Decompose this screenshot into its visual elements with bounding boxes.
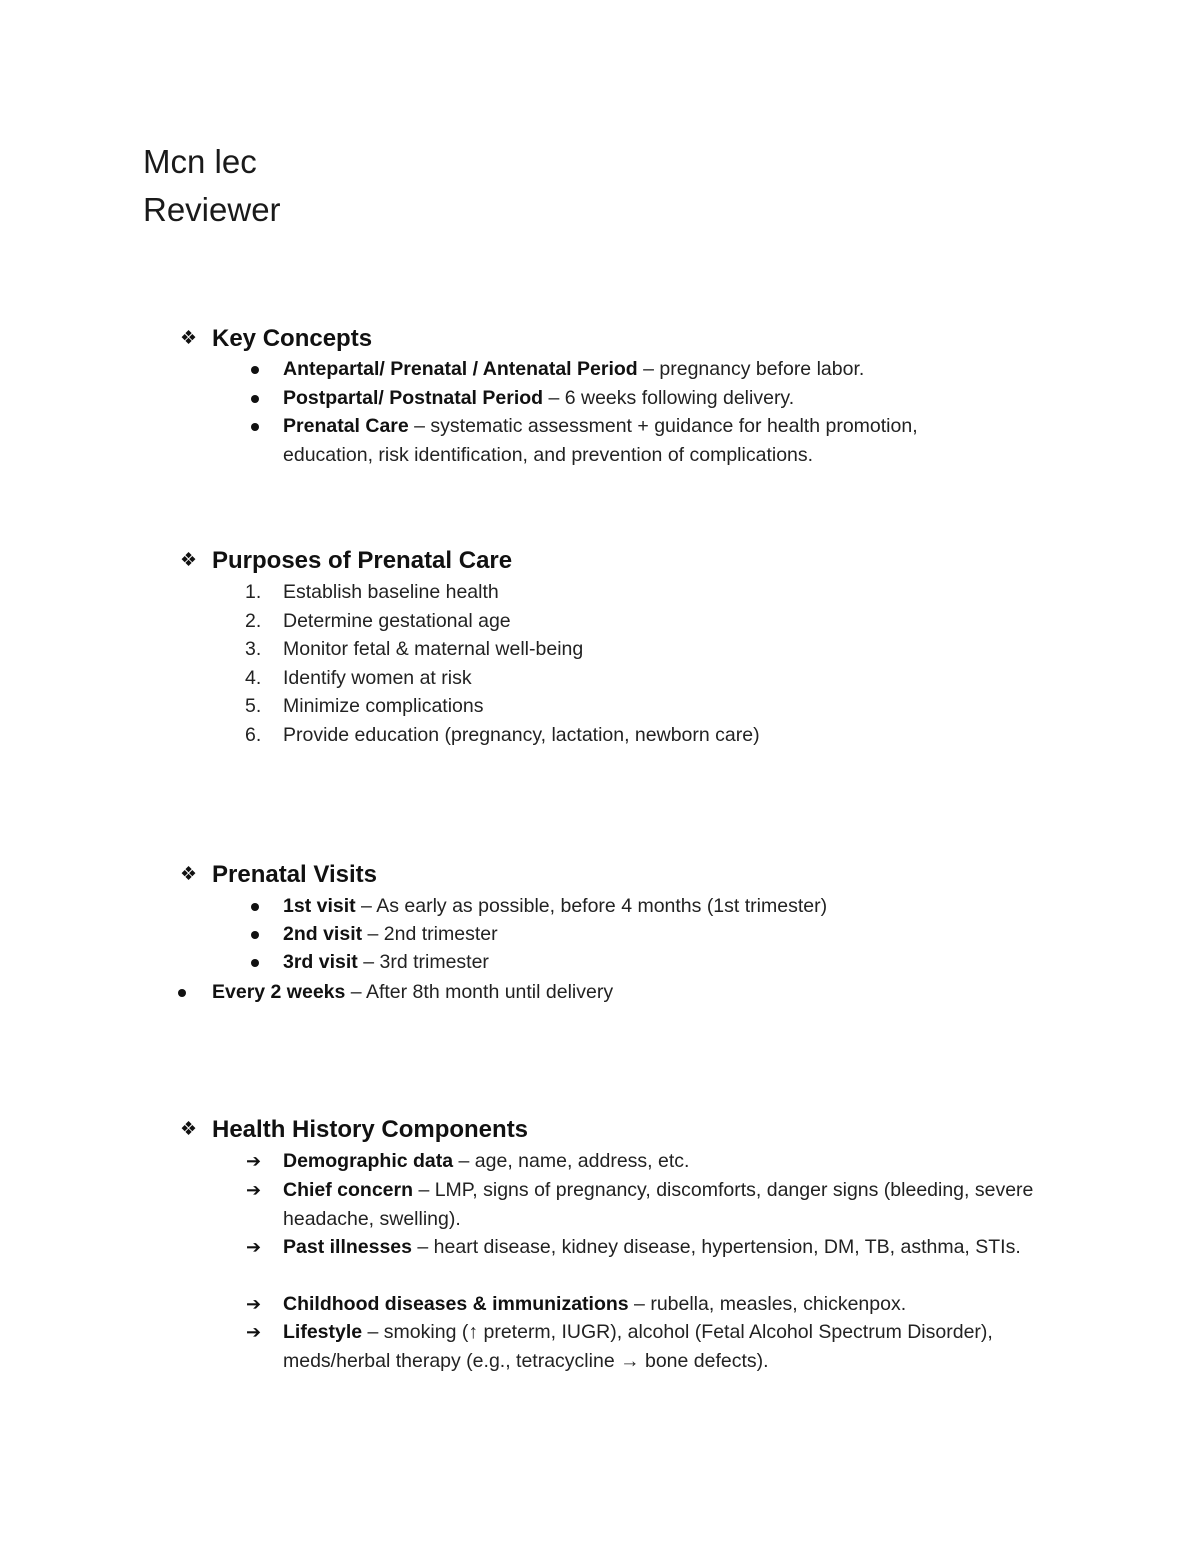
item-number: 5.: [245, 695, 262, 717]
item-desc: – LMP, signs of pregnancy, discomforts, danger signs (bleeding, severe headache, swelling).: [283, 1179, 1034, 1230]
item-desc: – 3rd trimester: [357, 951, 489, 973]
item-term: 3rd visit: [283, 951, 358, 973]
list-item: [245, 692, 1073, 721]
list-item: [283, 948, 1073, 977]
bullet-icon: [251, 366, 259, 374]
item-term: Prenatal Care: [283, 415, 409, 437]
item-desc: – 6 weeks following delivery.: [543, 387, 795, 409]
list-item: [212, 978, 1002, 1007]
heading-health-history: [180, 1115, 528, 1145]
list-item: [246, 1176, 1063, 1234]
item-term: Lifestyle: [283, 1321, 363, 1343]
item-text: Determine gestational age: [283, 610, 511, 632]
diamond-bullet-icon: ❖: [180, 1119, 198, 1140]
heading-purposes: [180, 546, 512, 576]
list-item: [245, 721, 1073, 750]
diamond-bullet-icon: ❖: [180, 550, 198, 571]
document-title-line-1: Mcn lec: [143, 143, 257, 180]
list-item: [283, 412, 1003, 470]
list-item: [245, 664, 1073, 693]
bullet-icon: [251, 931, 259, 939]
arrow-right-icon: ➔: [246, 1322, 262, 1342]
item-term: Every 2 weeks: [212, 981, 346, 1003]
item-desc: – After 8th month until delivery: [345, 981, 614, 1003]
list-item: [245, 635, 1073, 664]
item-desc: – systematic assessment + guidance for health promotion, education, risk identification, and prevention of complications.: [283, 415, 918, 466]
bullet-icon: [251, 903, 259, 911]
heading-text: Health History Components: [212, 1116, 529, 1143]
list-item: [245, 578, 1073, 607]
bullet-icon: [178, 989, 186, 997]
item-number: 2.: [245, 610, 262, 632]
item-desc: – 2nd trimester: [362, 923, 498, 945]
item-term: Antepartal/ Prenatal / Antenatal Period: [283, 358, 638, 380]
arrow-right-icon: ➔: [246, 1237, 262, 1257]
list-item: [283, 920, 1073, 949]
item-desc: – age, name, address, etc.: [453, 1150, 690, 1172]
item-term: 2nd visit: [283, 923, 363, 945]
list-item: [283, 384, 1073, 413]
item-text: Monitor fetal & maternal well-being: [283, 638, 584, 660]
item-text: Minimize complications: [283, 695, 484, 717]
diamond-bullet-icon: ❖: [180, 328, 198, 349]
list-item: [246, 1290, 1073, 1319]
item-term: Past illnesses: [283, 1236, 412, 1258]
item-term: 1st visit: [283, 895, 356, 917]
list-item: [245, 607, 1073, 636]
item-text: Establish baseline health: [283, 581, 499, 603]
bullet-icon: [251, 959, 259, 967]
item-desc: – As early as possible, before 4 months (1st trimester): [355, 895, 828, 917]
item-number: 1.: [245, 581, 262, 603]
arrow-right-icon: ➔: [246, 1151, 262, 1171]
item-desc: – rubella, measles, chickenpox.: [628, 1293, 907, 1315]
item-text: Identify women at risk: [283, 667, 472, 689]
list-item: [246, 1233, 1063, 1262]
heading-text: Purposes of Prenatal Care: [212, 547, 513, 574]
arrow-right-icon: ➔: [246, 1180, 262, 1200]
bullet-icon: [251, 395, 259, 403]
document-title-line-2: Reviewer: [143, 191, 281, 228]
bullet-icon: [251, 423, 259, 431]
item-term: Postpartal/ Postnatal Period: [283, 387, 544, 409]
arrow-right-icon: ➔: [246, 1294, 262, 1314]
heading-prenatal-visits: [180, 860, 377, 890]
item-desc: – smoking (↑ preterm, IUGR), alcohol (Fetal Alcohol Spectrum Disorder), meds/herbal therapy (e.g., tetracycline → bone defects).: [283, 1321, 993, 1372]
list-item: [246, 1318, 1003, 1376]
item-number: 3.: [245, 638, 262, 660]
heading-key-concepts: [180, 324, 372, 354]
item-term: Demographic data: [283, 1150, 454, 1172]
heading-text: Prenatal Visits: [212, 861, 377, 888]
item-desc: – pregnancy before labor.: [637, 358, 865, 380]
item-term: Childhood diseases & immunizations: [283, 1293, 629, 1315]
list-item: [283, 892, 1073, 921]
list-item: [283, 355, 1073, 384]
item-term: Chief concern: [283, 1179, 414, 1201]
heading-text: Key Concepts: [212, 325, 373, 352]
item-text: Provide education (pregnancy, lactation, newborn care): [283, 724, 760, 746]
item-desc: – heart disease, kidney disease, hypertension, DM, TB, asthma, STIs.: [412, 1236, 1021, 1258]
item-number: 6.: [245, 724, 262, 746]
diamond-bullet-icon: ❖: [180, 864, 198, 885]
item-number: 4.: [245, 667, 262, 689]
list-item: [246, 1147, 1073, 1176]
